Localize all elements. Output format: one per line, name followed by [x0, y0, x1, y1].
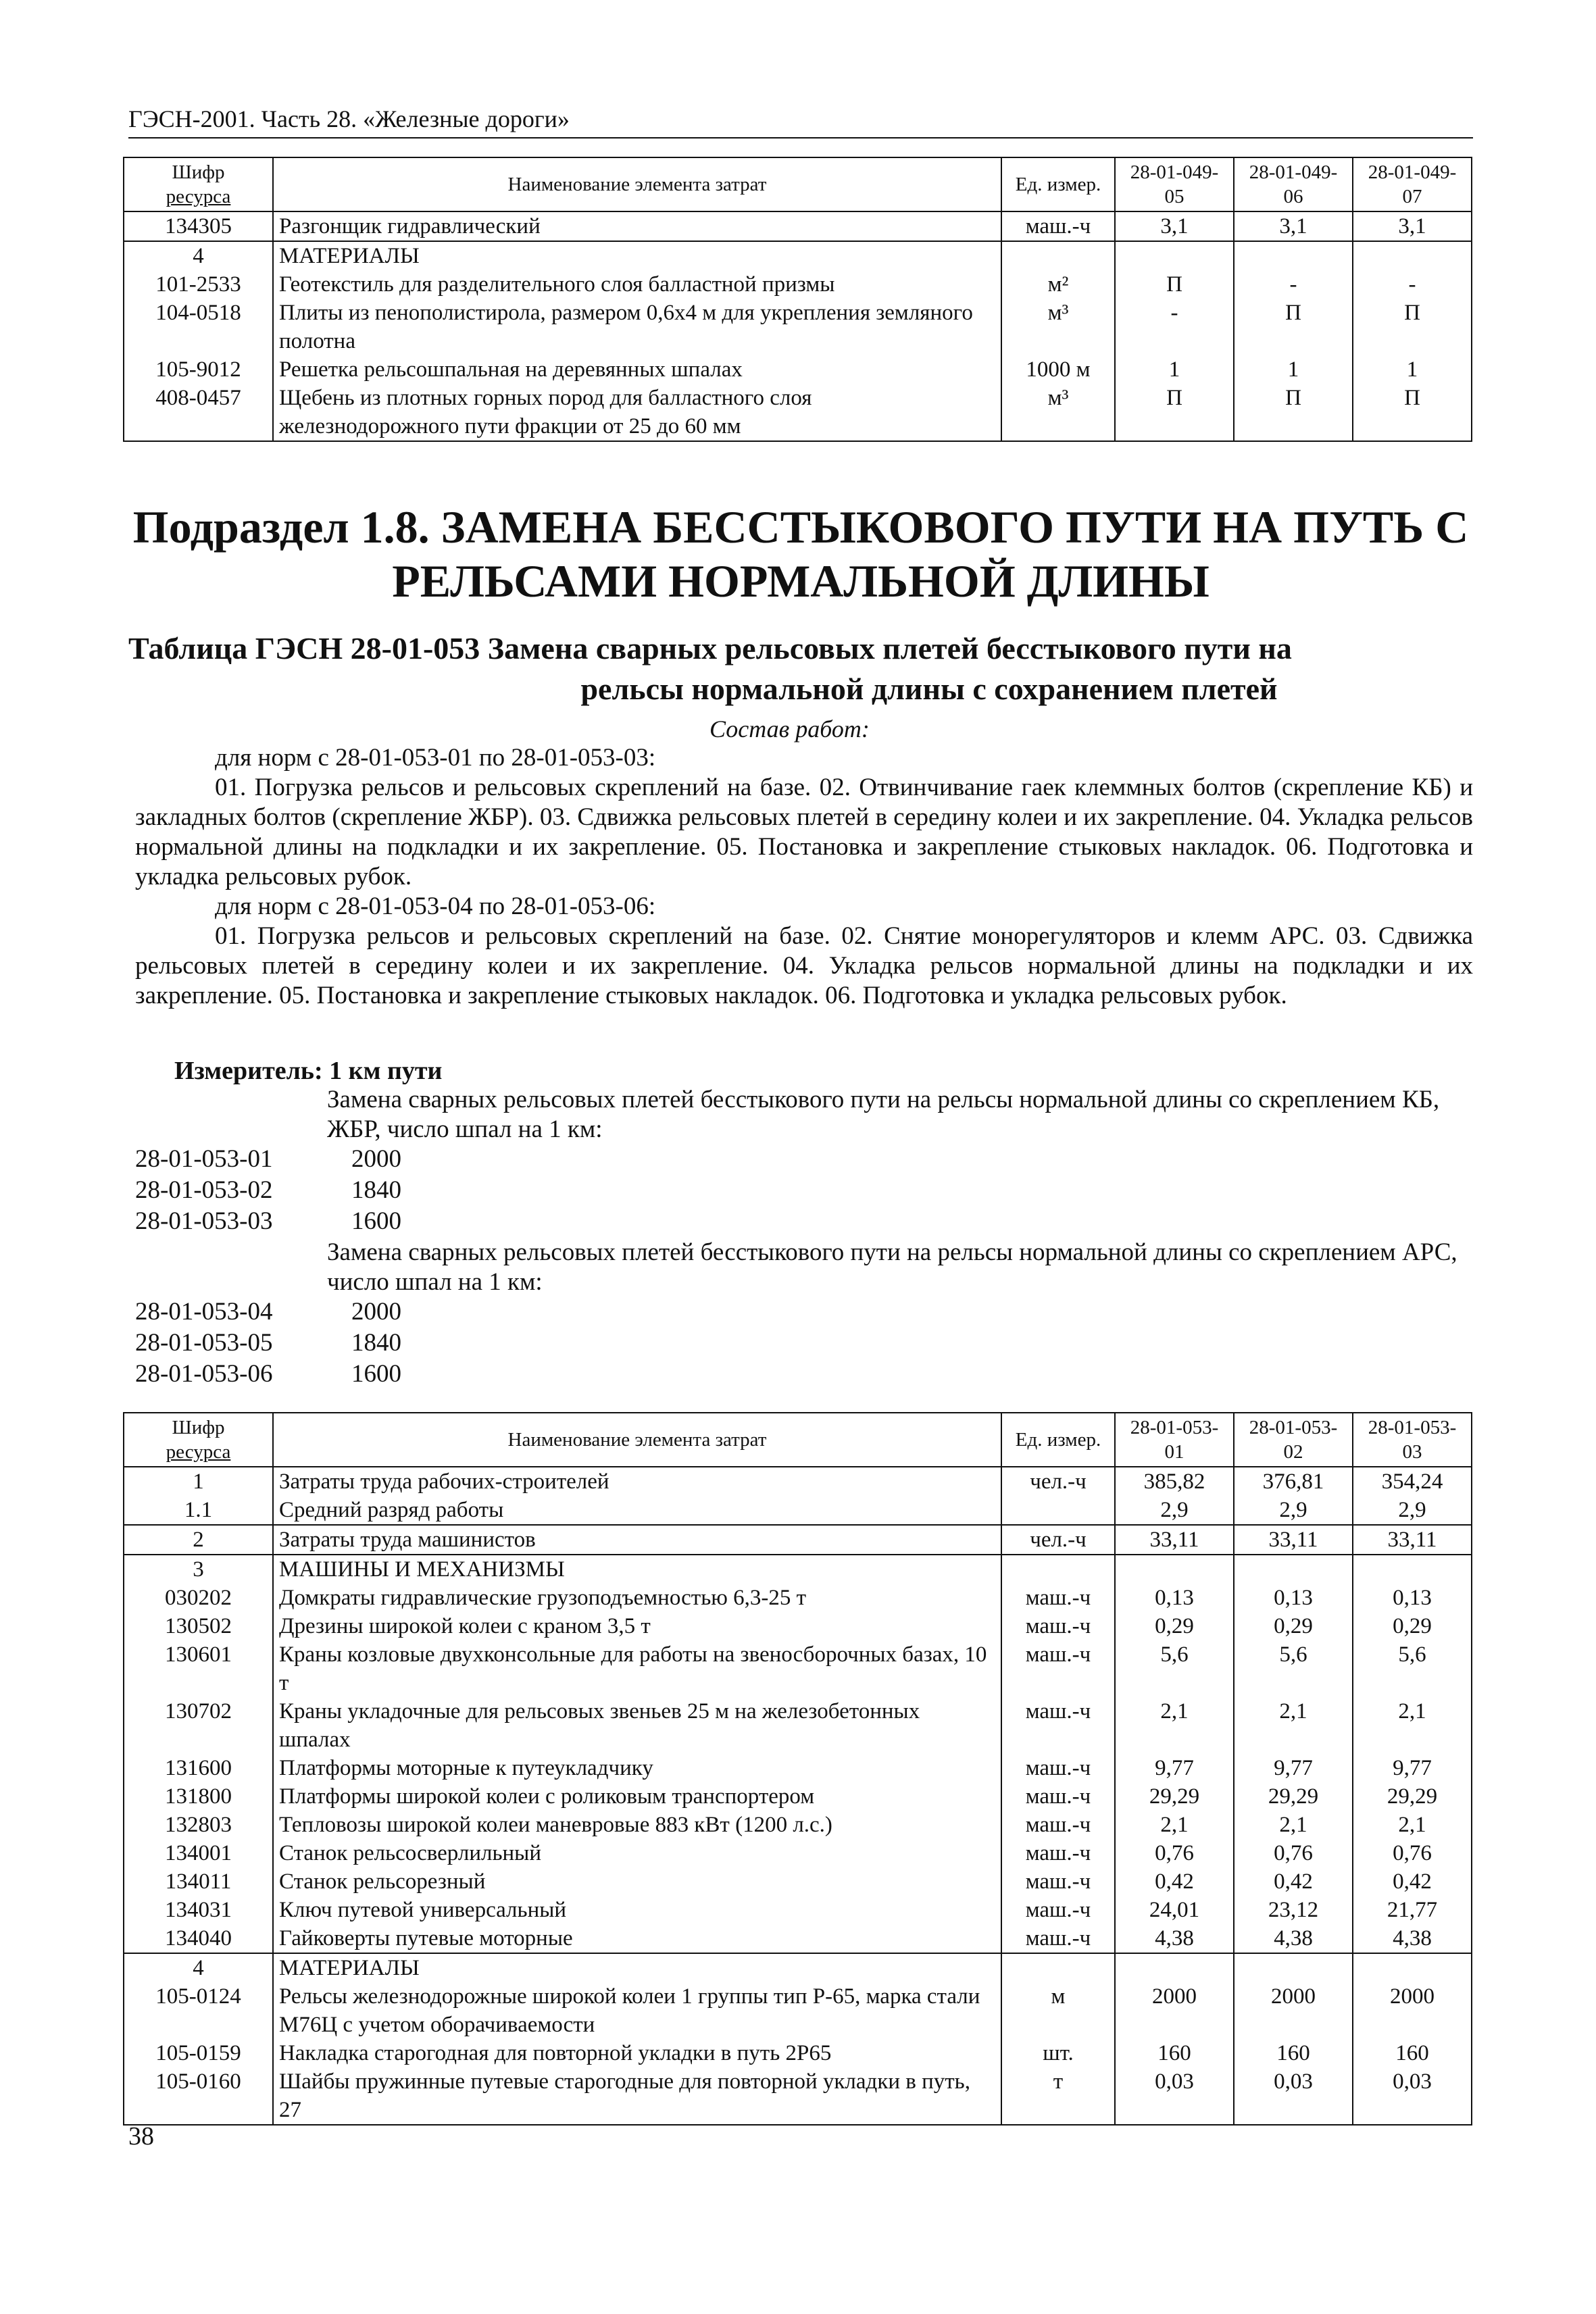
- table-row: [124, 1697, 1472, 1754]
- cell-name: Краны укладочные для рельсовых звеньев 25 м на железобетонных шпалах: [273, 1697, 1001, 1754]
- cell-value-2: [1234, 1953, 1353, 1982]
- cell-value-2: 4,38: [1234, 1924, 1353, 1953]
- cell-value-2: П: [1234, 299, 1353, 355]
- cell-value-2: 0,42: [1234, 1867, 1353, 1896]
- cell-code: 134040: [124, 1924, 273, 1953]
- table-row: [124, 1896, 1472, 1924]
- header-code: Шифр ресурса: [124, 157, 273, 211]
- table-row: [124, 1525, 1472, 1555]
- header-col-2: 28-01-053-02: [1234, 1413, 1353, 1467]
- cell-name: Тепловозы широкой колеи маневровые 883 кВт (1200 л.с.): [273, 1811, 1001, 1839]
- cell-name: Гайковерты путевые моторные: [273, 1924, 1001, 1953]
- cell-code: 4: [124, 241, 273, 270]
- table-row: [124, 1584, 1472, 1612]
- header-col-3: 28-01-049-07: [1353, 157, 1472, 211]
- cell-code: 105-0159: [124, 2039, 273, 2067]
- cell-unit: т: [1001, 2067, 1115, 2125]
- cell-value-1: [1115, 1953, 1234, 1982]
- cell-code: 101-2533: [124, 270, 273, 299]
- page-number: 38: [128, 2122, 154, 2150]
- cell-value-2: 5,6: [1234, 1640, 1353, 1697]
- cell-value-2: 23,12: [1234, 1896, 1353, 1924]
- table-row: [124, 1754, 1472, 1782]
- cell-value-2: 2,1: [1234, 1697, 1353, 1754]
- works-description: [135, 743, 1473, 1011]
- cell-unit: [1001, 1555, 1115, 1584]
- cell-code: 2: [124, 1525, 273, 1555]
- cell-value-3: 0,29: [1353, 1612, 1472, 1640]
- resource-table-049: [123, 157, 1472, 442]
- cell-name: Рельсы железнодорожные широкой колеи 1 группы тип Р-65, марка стали М76Ц с учетом оборачиваемости: [273, 1982, 1001, 2039]
- cell-unit: маш.-ч: [1001, 1924, 1115, 1953]
- cell-name: Краны козловые двухконсольные для работы на звеносборочных базах, 10 т: [273, 1640, 1001, 1697]
- cell-value-3: П: [1353, 299, 1472, 355]
- cell-value-2: 3,1: [1234, 211, 1353, 241]
- cell-value-2: -: [1234, 270, 1353, 299]
- cell-unit: маш.-ч: [1001, 1867, 1115, 1896]
- header-col-3: 28-01-053-03: [1353, 1413, 1472, 1467]
- cell-value-1: 33,11: [1115, 1525, 1234, 1555]
- cell-value-1: 2,1: [1115, 1811, 1234, 1839]
- cell-code: 134011: [124, 1867, 273, 1896]
- cell-value-2: 33,11: [1234, 1525, 1353, 1555]
- works-list-1: 01. Погрузка рельсов и рельсовых скреплений на базе. 02. Отвинчивание гаек клеммных болтов (скрепление КБ) и закладных болтов (скрепление ЖБР). 03. Сдвижка рельсовых плетей в середину колеи и их закрепление. 04. Укладка рельсов нормальной длины на подкладки и их закрепление. 05. Постановка и закрепление стыковых накладок. 06. Подготовка и укладка рельсовых рубок.: [135, 774, 1473, 890]
- cell-unit: маш.-ч: [1001, 1612, 1115, 1640]
- header-col-1: 28-01-049-05: [1115, 157, 1234, 211]
- cell-value-2: 0,29: [1234, 1612, 1353, 1640]
- cell-value-3: [1353, 1555, 1472, 1584]
- cell-value-1: 5,6: [1115, 1640, 1234, 1697]
- works-list-2: 01. Погрузка рельсов и рельсовых скреплений на базе. 02. Снятие монорегуляторов и клемм АРС. 03. Сдвижка рельсовых плетей в середину колеи и их закрепление. 04. Укладка рельсов нормальной длины на подкладки и их закрепление. 05. Постановка и закрепление стыковых накладок. 06. Подготовка и укладка рельсовых рубок.: [135, 922, 1473, 1009]
- cell-unit: [1001, 1953, 1115, 1982]
- cell-name: Затраты труда рабочих-строителей: [273, 1467, 1001, 1496]
- cell-value-2: [1234, 1555, 1353, 1584]
- cell-value-1: 4,38: [1115, 1924, 1234, 1953]
- norm-item: 28-01-053-06 1600: [135, 1360, 401, 1388]
- cell-value-3: [1353, 1953, 1472, 1982]
- header-unit: Ед. измер.: [1001, 157, 1115, 211]
- table-row: [124, 299, 1472, 355]
- cell-unit: чел.-ч: [1001, 1525, 1115, 1555]
- cell-value-1: 0,76: [1115, 1839, 1234, 1867]
- norm-item: 28-01-053-03 1600: [135, 1207, 401, 1235]
- cell-value-1: 385,82: [1115, 1467, 1234, 1496]
- cell-value-3: 5,6: [1353, 1640, 1472, 1697]
- cell-name: Щебень из плотных горных пород для балластного слоя железнодорожного пути фракции от 25 до 60 мм: [273, 384, 1001, 441]
- cell-unit: маш.-ч: [1001, 1811, 1115, 1839]
- cell-value-3: 0,13: [1353, 1584, 1472, 1612]
- norm-item: 28-01-053-02 1840: [135, 1176, 401, 1204]
- cell-value-3: 9,77: [1353, 1754, 1472, 1782]
- table-row: [124, 1839, 1472, 1867]
- cell-value-2: 2000: [1234, 1982, 1353, 2039]
- cell-name: МАШИНЫ И МЕХАНИЗМЫ: [273, 1555, 1001, 1584]
- resource-table-053: [123, 1412, 1472, 2126]
- cell-code: 3: [124, 1555, 273, 1584]
- cell-name: МАТЕРИАЛЫ: [273, 241, 1001, 270]
- cell-value-3: 4,38: [1353, 1924, 1472, 1953]
- cell-code: 130601: [124, 1640, 273, 1697]
- cell-code: 130502: [124, 1612, 273, 1640]
- cell-name: МАТЕРИАЛЫ: [273, 1953, 1001, 1982]
- cell-value-3: П: [1353, 384, 1472, 441]
- cell-value-2: [1234, 241, 1353, 270]
- cell-value-1: 2000: [1115, 1982, 1234, 2039]
- cell-value-1: 2,9: [1115, 1496, 1234, 1525]
- cell-code: 030202: [124, 1584, 273, 1612]
- table-row: [124, 211, 1472, 241]
- cell-code: 4: [124, 1953, 273, 1982]
- cell-unit: шт.: [1001, 2039, 1115, 2067]
- cell-value-1: 1: [1115, 355, 1234, 384]
- cell-code: 1.1: [124, 1496, 273, 1525]
- cell-name: Дрезины широкой колеи с краном 3,5 т: [273, 1612, 1001, 1640]
- cell-unit: маш.-ч: [1001, 1839, 1115, 1867]
- cell-unit: чел.-ч: [1001, 1467, 1115, 1496]
- cell-name: Шайбы пружинные путевые старогодные для повторной укладки в путь, 27: [273, 2067, 1001, 2125]
- cell-value-1: 160: [1115, 2039, 1234, 2067]
- table-body: [124, 1467, 1472, 2125]
- cell-value-1: 2,1: [1115, 1697, 1234, 1754]
- cell-value-2: 0,13: [1234, 1584, 1353, 1612]
- cell-unit: [1001, 241, 1115, 270]
- cell-code: 132803: [124, 1811, 273, 1839]
- cell-value-1: 29,29: [1115, 1782, 1234, 1811]
- table-row: [124, 1640, 1472, 1697]
- cell-value-2: П: [1234, 384, 1353, 441]
- cell-name: Накладка старогодная для повторной укладки в путь 2Р65: [273, 2039, 1001, 2067]
- cell-code: 134001: [124, 1839, 273, 1867]
- cell-value-1: 0,03: [1115, 2067, 1234, 2125]
- cell-code: 105-0124: [124, 1982, 273, 2039]
- cell-unit: маш.-ч: [1001, 211, 1115, 241]
- norms-range-1: для норм с 28-01-053-01 по 28-01-053-03:: [215, 744, 656, 772]
- table-row: [124, 2039, 1472, 2067]
- cell-value-3: 354,24: [1353, 1467, 1472, 1496]
- header-col-2: 28-01-049-06: [1234, 157, 1353, 211]
- cell-code: 105-9012: [124, 355, 273, 384]
- cell-value-2: 29,29: [1234, 1782, 1353, 1811]
- table-row: [124, 1467, 1472, 1496]
- cell-unit: маш.-ч: [1001, 1896, 1115, 1924]
- cell-value-3: 21,77: [1353, 1896, 1472, 1924]
- cell-code: 408-0457: [124, 384, 273, 441]
- cell-name: Ключ путевой универсальный: [273, 1896, 1001, 1924]
- cell-name: Плиты из пенополистирола, размером 0,6х4 м для укрепления земляного полотна: [273, 299, 1001, 355]
- cell-value-2: 376,81: [1234, 1467, 1353, 1496]
- cell-value-3: 2000: [1353, 1982, 1472, 2039]
- cell-value-3: 1: [1353, 355, 1472, 384]
- cell-value-1: 0,13: [1115, 1584, 1234, 1612]
- cell-name: Платформы широкой колеи с роликовым транспортером: [273, 1782, 1001, 1811]
- header-unit: Ед. измер.: [1001, 1413, 1115, 1467]
- table-row: [124, 270, 1472, 299]
- cell-value-3: 0,76: [1353, 1839, 1472, 1867]
- cell-value-1: [1115, 1555, 1234, 1584]
- running-head: ГЭСН-2001. Часть 28. «Железные дороги»: [128, 105, 1473, 139]
- cell-value-2: 2,1: [1234, 1811, 1353, 1839]
- table-row: [124, 241, 1472, 270]
- table-title-line-1: Таблица ГЭСН 28-01-053 Замена сварных рельсовых плетей бесстыкового пути на: [128, 631, 1292, 665]
- table-title-line-2: рельсы нормальной длины с сохранением плетей: [580, 672, 1278, 706]
- cell-unit: маш.-ч: [1001, 1754, 1115, 1782]
- table-row: [124, 355, 1472, 384]
- cell-name: Геотекстиль для разделительного слоя балластной призмы: [273, 270, 1001, 299]
- table-row: [124, 384, 1472, 441]
- cell-value-2: 160: [1234, 2039, 1353, 2067]
- norm-item: 28-01-053-01 2000: [135, 1145, 401, 1173]
- cell-unit: м³: [1001, 299, 1115, 355]
- cell-unit: 1000 м: [1001, 355, 1115, 384]
- cell-code: 105-0160: [124, 2067, 273, 2125]
- cell-value-2: 0,76: [1234, 1839, 1353, 1867]
- table-row: [124, 1496, 1472, 1525]
- table-row: [124, 1612, 1472, 1640]
- cell-value-3: 2,9: [1353, 1496, 1472, 1525]
- cell-unit: м²: [1001, 270, 1115, 299]
- cell-name: Решетка рельсошпальная на деревянных шпалах: [273, 355, 1001, 384]
- composition-label: Состав работ:: [709, 715, 870, 743]
- header-code: Шифр ресурса: [124, 1413, 273, 1467]
- norms-range-2: для норм с 28-01-053-04 по 28-01-053-06:: [215, 892, 656, 920]
- cell-value-3: 2,1: [1353, 1697, 1472, 1754]
- cell-value-2: 1: [1234, 355, 1353, 384]
- cell-code: 130702: [124, 1697, 273, 1754]
- table-row: [124, 1924, 1472, 1953]
- table-row: [124, 1811, 1472, 1839]
- norm-item: 28-01-053-04 2000: [135, 1298, 401, 1326]
- cell-value-1: 0,42: [1115, 1867, 1234, 1896]
- norm-item: 28-01-053-05 1840: [135, 1329, 401, 1357]
- header-name: Наименование элемента затрат: [273, 157, 1001, 211]
- table-row: [124, 1782, 1472, 1811]
- cell-name: Платформы моторные к путеукладчику: [273, 1754, 1001, 1782]
- cell-code: 134305: [124, 211, 273, 241]
- cell-code: 131800: [124, 1782, 273, 1811]
- cell-value-1: 0,29: [1115, 1612, 1234, 1640]
- cell-code: 104-0518: [124, 299, 273, 355]
- cell-value-2: 2,9: [1234, 1496, 1353, 1525]
- table-row: [124, 1982, 1472, 2039]
- table-row: [124, 1953, 1472, 1982]
- cell-value-3: [1353, 241, 1472, 270]
- cell-value-3: 160: [1353, 2039, 1472, 2067]
- cell-value-1: 9,77: [1115, 1754, 1234, 1782]
- cell-unit: маш.-ч: [1001, 1640, 1115, 1697]
- group-2-description: Замена сварных рельсовых плетей бесстыкового пути на рельсы нормальной длины со скреплением АРС, число шпал на 1 км:: [327, 1238, 1457, 1296]
- cell-value-3: 3,1: [1353, 211, 1472, 241]
- cell-code: 134031: [124, 1896, 273, 1924]
- cell-value-1: [1115, 241, 1234, 270]
- cell-name: Разгонщик гидравлический: [273, 211, 1001, 241]
- cell-value-3: 2,1: [1353, 1811, 1472, 1839]
- measure-unit: Измеритель: 1 км пути: [174, 1057, 443, 1085]
- section-title: [128, 500, 1473, 608]
- cell-value-3: -: [1353, 270, 1472, 299]
- table-body: [124, 211, 1472, 441]
- cell-value-3: 33,11: [1353, 1525, 1472, 1555]
- cell-value-3: 0,03: [1353, 2067, 1472, 2125]
- cell-unit: маш.-ч: [1001, 1584, 1115, 1612]
- header-name: Наименование элемента затрат: [273, 1413, 1001, 1467]
- cell-unit: м³: [1001, 384, 1115, 441]
- cell-unit: м: [1001, 1982, 1115, 2039]
- cell-name: Затраты труда машинистов: [273, 1525, 1001, 1555]
- cell-value-3: 29,29: [1353, 1782, 1472, 1811]
- cell-name: Средний разряд работы: [273, 1496, 1001, 1525]
- section-title-line-2: РЕЛЬСАМИ НОРМАЛЬНОЙ ДЛИНЫ: [392, 555, 1210, 607]
- group-1-description: Замена сварных рельсовых плетей бесстыкового пути на рельсы нормальной длины со скреплением КБ, ЖБР, число шпал на 1 км:: [327, 1086, 1440, 1143]
- cell-code: 1: [124, 1467, 273, 1496]
- cell-value-1: -: [1115, 299, 1234, 355]
- cell-value-1: 3,1: [1115, 211, 1234, 241]
- cell-name: Станок рельсорезный: [273, 1867, 1001, 1896]
- table-row: [124, 1867, 1472, 1896]
- table-row: [124, 2067, 1472, 2125]
- header-col-1: 28-01-053-01: [1115, 1413, 1234, 1467]
- cell-name: Станок рельсосверлильный: [273, 1839, 1001, 1867]
- cell-unit: [1001, 1496, 1115, 1525]
- cell-unit: маш.-ч: [1001, 1697, 1115, 1754]
- table-header-row: [124, 1413, 1472, 1467]
- cell-unit: маш.-ч: [1001, 1782, 1115, 1811]
- section-title-line-1: Подраздел 1.8. ЗАМЕНА БЕССТЫКОВОГО ПУТИ НА ПУТЬ С: [132, 501, 1469, 553]
- table-row: [124, 1555, 1472, 1584]
- cell-value-2: 9,77: [1234, 1754, 1353, 1782]
- cell-name: Домкраты гидравлические грузоподъемностью 6,3-25 т: [273, 1584, 1001, 1612]
- table-title: [128, 628, 1473, 709]
- cell-code: 131600: [124, 1754, 273, 1782]
- cell-value-1: П: [1115, 384, 1234, 441]
- cell-value-2: 0,03: [1234, 2067, 1353, 2125]
- cell-value-1: П: [1115, 270, 1234, 299]
- cell-value-3: 0,42: [1353, 1867, 1472, 1896]
- cell-value-1: 24,01: [1115, 1896, 1234, 1924]
- table-header-row: [124, 157, 1472, 211]
